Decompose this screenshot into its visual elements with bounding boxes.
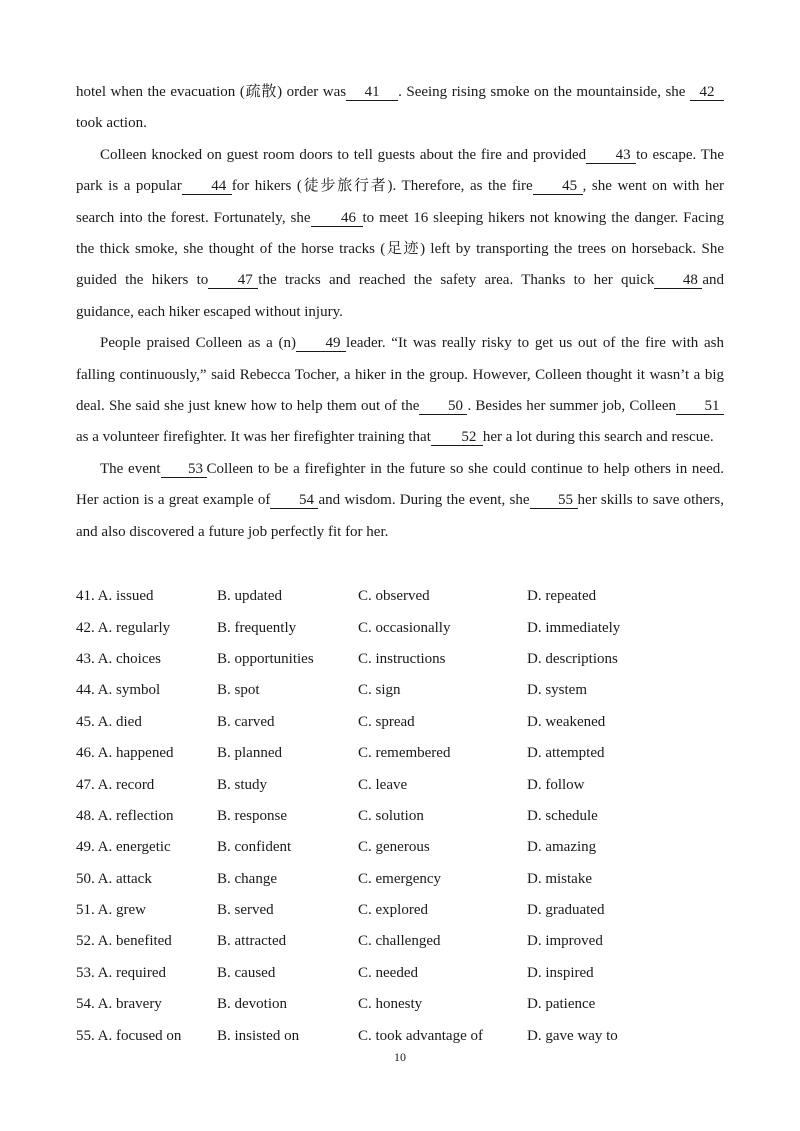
- option-d: D. weakened: [527, 713, 606, 730]
- page-number: 10: [394, 1050, 406, 1064]
- option-b: B. opportunities: [217, 650, 314, 667]
- option-c: C. explored: [358, 902, 428, 919]
- option-b: B. devotion: [217, 996, 287, 1013]
- option-a: 51. A. grew: [76, 902, 146, 919]
- option-row: [76, 675, 736, 706]
- blank-55: 55: [530, 492, 578, 509]
- blank-51: 51: [676, 398, 724, 415]
- option-row: [76, 801, 736, 832]
- option-row: [76, 832, 736, 863]
- option-a: 43. A. choices: [76, 650, 161, 667]
- option-d: D. mistake: [527, 870, 592, 887]
- passage-text: and wisdom. During the event, she: [318, 492, 530, 509]
- blank-46: 46: [311, 210, 363, 227]
- option-a: 55. A. focused on: [76, 1027, 182, 1044]
- option-c: C. honesty: [358, 996, 423, 1013]
- option-d: D. schedule: [527, 807, 598, 824]
- option-row: [76, 769, 736, 800]
- blank-49: 49: [296, 335, 346, 352]
- blank-42: 42: [690, 84, 724, 101]
- option-c: C. occasionally: [358, 619, 451, 636]
- option-c: C. instructions: [358, 650, 446, 667]
- passage-text: leader. “It was really risky to get us out of the fire with ash falling continuously,” said Rebecca Tocher, a hiker in the group. However, Colleen thought it wasn’t a big deal. She said she just knew how to help them out of the: [76, 335, 724, 415]
- option-a: 47. A. record: [76, 776, 155, 793]
- option-a: 50. A. attack: [76, 870, 152, 887]
- option-c: C. solution: [358, 807, 424, 824]
- passage-text: . Besides her summer job, Colleen: [467, 398, 676, 415]
- passage-text: hotel when the evacuation (疏散) order was: [76, 84, 347, 100]
- option-c: C. challenged: [358, 933, 441, 950]
- option-d: D. inspired: [527, 964, 594, 981]
- blank-53: 53: [161, 461, 207, 478]
- answer-options: [76, 581, 736, 1052]
- option-row: [76, 864, 736, 895]
- blank-52: 52: [431, 429, 483, 446]
- option-b: B. planned: [217, 745, 282, 762]
- option-a: 53. A. required: [76, 964, 166, 981]
- option-c: C. spread: [358, 713, 415, 730]
- option-d: D. system: [527, 682, 587, 699]
- option-d: D. improved: [527, 933, 603, 950]
- passage-text: her skills to save others, and also discovered a future job perfectly fit for her.: [76, 492, 724, 540]
- option-a: 41. A. issued: [76, 588, 154, 605]
- option-b: B. updated: [217, 588, 282, 605]
- paragraph-2: [76, 140, 724, 328]
- option-d: D. follow: [527, 776, 585, 793]
- option-a: 48. A. reflection: [76, 807, 174, 824]
- passage-text: People praised Colleen as a (n): [100, 335, 297, 352]
- paragraph-3: [76, 328, 724, 454]
- blank-41: 41: [346, 84, 398, 101]
- passage-text: took action.: [76, 115, 147, 132]
- passage-text: to meet 16 sleeping hikers not knowing the danger. Facing the thick smoke, she thought of the horse tracks (足迹) left by transporting the trees on horseback. She guided the hikers to: [76, 209, 725, 289]
- option-d: D. repeated: [527, 588, 597, 605]
- option-d: D. attempted: [527, 745, 605, 762]
- option-row: [76, 895, 736, 926]
- option-row: [76, 1020, 736, 1051]
- option-d: D. descriptions: [527, 650, 618, 667]
- option-b: B. served: [217, 902, 274, 919]
- option-b: B. caused: [217, 964, 276, 981]
- option-c: C. remembered: [358, 745, 451, 762]
- blank-50: 50: [419, 398, 467, 415]
- paragraph-1: [76, 77, 724, 140]
- option-c: C. leave: [358, 776, 408, 793]
- option-b: B. change: [217, 870, 277, 887]
- passage: [76, 77, 724, 548]
- option-row: [76, 989, 736, 1020]
- passage-text: to escape. The park is a popular: [76, 146, 724, 195]
- option-row: [76, 926, 736, 957]
- option-c: C. observed: [358, 588, 430, 605]
- option-c: C. took advantage of: [358, 1027, 483, 1044]
- option-a: 49. A. energetic: [76, 839, 171, 856]
- option-b: B. confident: [217, 839, 292, 856]
- option-a: 54. A. bravery: [76, 996, 162, 1013]
- option-row: [76, 738, 736, 769]
- blank-45: 45: [533, 178, 583, 195]
- passage-text: . Seeing rising smoke on the mountainside, she: [398, 84, 686, 100]
- option-a: 44. A. symbol: [76, 682, 161, 699]
- passage-text: the tracks and reached the safety area. Thanks to her quick: [258, 272, 655, 289]
- blank-43: 43: [586, 147, 636, 164]
- option-a: 42. A. regularly: [76, 619, 171, 636]
- option-c: C. generous: [358, 839, 430, 856]
- option-d: D. patience: [527, 996, 596, 1013]
- option-b: B. spot: [217, 682, 260, 699]
- option-row: [76, 958, 736, 989]
- option-c: C. sign: [358, 682, 401, 699]
- blank-48: 48: [654, 272, 702, 289]
- option-row: [76, 707, 736, 738]
- option-a: 52. A. benefited: [76, 933, 172, 950]
- blank-47: 47: [208, 272, 258, 289]
- option-c: C. needed: [358, 964, 418, 981]
- blank-44: 44: [182, 178, 232, 195]
- option-row: [76, 581, 736, 612]
- option-d: D. gave way to: [527, 1027, 618, 1044]
- passage-text: as a volunteer firefighter. It was her firefighter training that: [76, 429, 431, 446]
- passage-text: , she went on with her search into the forest. Fortunately, she: [76, 178, 725, 226]
- option-d: D. immediately: [527, 619, 621, 636]
- blank-54: 54: [270, 492, 318, 509]
- option-row: [76, 644, 736, 675]
- passage-text: for hikers (徒步旅行者). Therefore, as the fire: [231, 178, 533, 195]
- option-b: B. insisted on: [217, 1027, 300, 1044]
- passage-text: Colleen to be a firefighter in the future so she could continue to help others in need. Her action is a great example of: [76, 460, 724, 509]
- paragraph-4: [76, 454, 724, 548]
- option-row: [76, 612, 736, 643]
- option-d: D. graduated: [527, 902, 605, 919]
- passage-text: and guidance, each hiker escaped without injury.: [76, 272, 724, 320]
- option-a: 45. A. died: [76, 713, 142, 730]
- option-b: B. study: [217, 776, 268, 793]
- passage-text: Colleen knocked on guest room doors to tell guests about the fire and provided: [100, 146, 587, 163]
- option-b: B. carved: [217, 713, 275, 730]
- option-c: C. emergency: [358, 870, 442, 887]
- passage-text: The event: [100, 460, 161, 477]
- option-a: 46. A. happened: [76, 745, 174, 762]
- passage-text: her a lot during this search and rescue.: [482, 429, 714, 446]
- option-b: B. attracted: [217, 933, 287, 950]
- option-b: B. frequently: [217, 619, 297, 636]
- option-b: B. response: [217, 807, 287, 824]
- option-d: D. amazing: [527, 839, 597, 856]
